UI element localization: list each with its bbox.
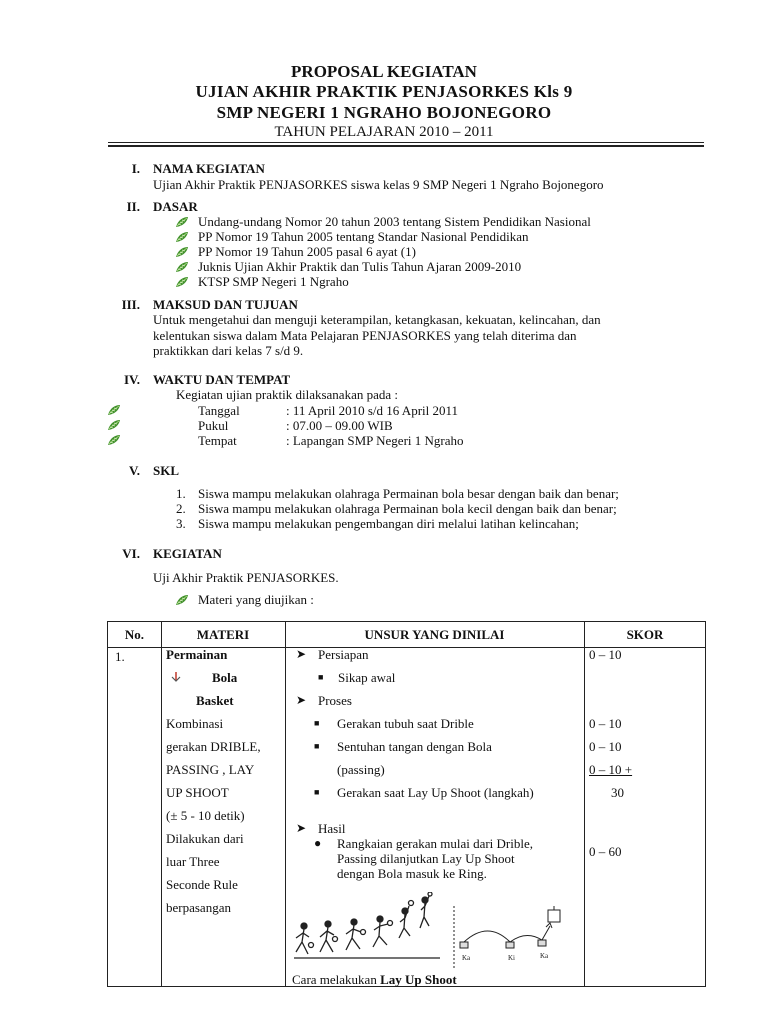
table-header-no: No. — [124, 627, 145, 642]
section-6-number: VI. — [122, 546, 140, 561]
materi-desc-line: PASSING , LAY — [166, 762, 255, 777]
figure-caption-prefix: Cara melakukan — [292, 972, 381, 987]
skor-value: 0 – 10 — [589, 716, 622, 731]
materi-title-line3: Basket — [196, 693, 234, 708]
materi-title-line1: Permainan — [166, 647, 228, 662]
waktu-intro: Kegiatan ujian praktik dilaksanakan pada : — [176, 387, 399, 402]
maksud-line: praktikkan dari kelas 7 s/d 9. — [153, 343, 304, 358]
round-bullet-icon: ● — [314, 836, 322, 850]
skor-value: 0 – 10 + — [589, 762, 633, 777]
layup-footwork-diagram — [448, 902, 574, 972]
doc-subtitle: UJIAN AKHIR PRAKTIK PENJASORKES Kls 9 — [195, 82, 573, 101]
unsur-proses-item: Gerakan tubuh saat Drible — [337, 716, 474, 731]
section-2-title: DASAR — [153, 199, 198, 214]
skl-number: 2. — [176, 501, 186, 516]
kegiatan-text: Uji Akhir Praktik PENJASORKES. — [153, 570, 339, 585]
unsur-proses-item-cont: (passing) — [337, 762, 385, 777]
figure-caption — [292, 972, 457, 987]
skor-subtotal: 30 — [611, 785, 624, 800]
skl-number: 3. — [176, 516, 186, 531]
square-bullet-icon: ■ — [318, 672, 324, 682]
skl-item: Siswa mampu melakukan pengembangan diri melalui latihan kelincahan; — [198, 516, 579, 531]
table-col-divider — [285, 622, 286, 986]
arrow-bullet-icon — [170, 672, 182, 682]
section-5-title: SKL — [153, 463, 180, 478]
unsur-proses: Proses — [318, 693, 352, 708]
academic-year: TAHUN PELAJARAN 2010 – 2011 — [274, 124, 494, 140]
waktu-value: : 11 April 2010 s/d 16 April 2011 — [286, 403, 459, 418]
footwork-label-ka: Ka — [540, 952, 549, 960]
unsur-proses-item: Gerakan saat Lay Up Shoot (langkah) — [337, 785, 534, 800]
assessment-table — [107, 621, 706, 987]
leaf-bullet-icon — [175, 276, 189, 288]
unsur-sikap-awal: Sikap awal — [338, 670, 396, 685]
table-header-skor: SKOR — [626, 627, 664, 642]
dasar-item: PP Nomor 19 Tahun 2005 tentang Standar Nasional Pendidikan — [198, 229, 529, 244]
leaf-bullet-icon — [175, 216, 189, 228]
doc-title: PROPOSAL KEGIATAN — [291, 62, 477, 81]
materi-desc-line: gerakan DRIBLE, — [166, 739, 261, 754]
footwork-label-ka: Ka — [462, 954, 471, 962]
leaf-bullet-icon — [175, 261, 189, 273]
unsur-hasil-line: Passing dilanjutkan Lay Up Shoot — [337, 851, 515, 866]
leaf-bullet-icon — [107, 434, 121, 446]
leaf-bullet-icon — [175, 246, 189, 258]
skor-value: 0 – 10 — [589, 739, 622, 754]
section-4-number: IV. — [123, 372, 140, 387]
square-bullet-icon: ■ — [314, 718, 320, 728]
unsur-proses-item: Sentuhan tangan dengan Bola — [337, 739, 492, 754]
materi-desc-line: Dilakukan dari — [166, 831, 244, 846]
waktu-label: Tanggal — [198, 403, 240, 418]
section-3-number: III. — [121, 297, 140, 312]
figure-caption-bold: Lay Up Shoot — [380, 972, 457, 987]
row-number: 1. — [115, 649, 125, 664]
unsur-persiapan: Persiapan — [318, 647, 369, 662]
table-col-divider — [161, 622, 162, 986]
table-header-unsur: UNSUR YANG DINILAI — [364, 627, 505, 642]
skl-number: 1. — [176, 486, 186, 501]
section-6-title: KEGIATAN — [153, 546, 222, 561]
section-1-title: NAMA KEGIATAN — [153, 161, 265, 176]
materi-desc-line: berpasangan — [166, 900, 231, 915]
skor-value: 0 – 60 — [589, 844, 622, 859]
leaf-bullet-icon — [107, 404, 121, 416]
dasar-item: Juknis Ujian Akhir Praktik dan Tulis Tahun Ajaran 2009-2010 — [198, 259, 522, 274]
dasar-item: PP Nomor 19 Tahun 2005 pasal 6 ayat (1) — [198, 244, 416, 259]
header-rule-thin — [108, 142, 704, 143]
unsur-hasil-line: Rangkaian gerakan mulai dari Drible, — [337, 836, 534, 851]
section-5-number: V. — [129, 463, 140, 478]
arrowhead-bullet-icon: ➤ — [296, 647, 307, 661]
table-header-materi: MATERI — [196, 627, 250, 642]
maksud-line: kelentukan siswa dalam Mata Pelajaran PENJASORKES yang telah diterima dan — [153, 328, 577, 343]
waktu-label: Tempat — [198, 433, 237, 448]
leaf-bullet-icon — [175, 231, 189, 243]
section-1-text: Ujian Akhir Praktik PENJASORKES siswa kelas 9 SMP Negeri 1 Ngraho Bojonegoro — [153, 177, 604, 192]
layup-players-illustration — [292, 892, 442, 964]
unsur-hasil-line: dengan Bola masuk ke Ring. — [337, 866, 487, 881]
arrowhead-bullet-icon: ➤ — [296, 693, 307, 707]
section-1-number: I. — [131, 161, 140, 176]
header-rule-thick — [108, 145, 704, 147]
skl-item: Siswa mampu melakukan olahraga Permainan bola besar dengan baik dan benar; — [198, 486, 619, 501]
school-name: SMP NEGERI 1 NGRAHO BOJONEGORO — [216, 103, 552, 122]
materi-desc-line: Seconde Rule — [166, 877, 238, 892]
leaf-bullet-icon — [107, 419, 121, 431]
materi-desc-line: luar Three — [166, 854, 220, 869]
section-2-number: II. — [126, 199, 140, 214]
materi-bullet: Materi yang diujikan : — [198, 592, 314, 607]
dasar-item: Undang-undang Nomor 20 tahun 2003 tentang Sistem Pendidikan Nasional — [198, 214, 591, 229]
table-col-divider — [584, 622, 585, 986]
section-4-title: WAKTU DAN TEMPAT — [153, 372, 291, 387]
materi-desc-line: Kombinasi — [166, 716, 224, 731]
maksud-line: Untuk mengetahui dan menguji keterampilan, ketangkasan, kekuatan, kelincahan, dan — [153, 312, 601, 327]
materi-desc-line: (± 5 - 10 detik) — [166, 808, 245, 823]
dasar-item: KTSP SMP Negeri 1 Ngraho — [198, 274, 349, 289]
waktu-label: Pukul — [198, 418, 229, 433]
materi-desc-line: UP SHOOT — [166, 785, 229, 800]
unsur-hasil: Hasil — [318, 821, 346, 836]
skor-value: 0 – 10 — [589, 647, 622, 662]
square-bullet-icon: ■ — [314, 787, 320, 797]
arrowhead-bullet-icon: ➤ — [296, 821, 307, 835]
section-3-title: MAKSUD DAN TUJUAN — [153, 297, 298, 312]
leaf-bullet-icon — [175, 594, 189, 606]
materi-title-line2: Bola — [212, 670, 238, 685]
footwork-label-ki: Ki — [508, 954, 515, 962]
square-bullet-icon: ■ — [314, 741, 320, 751]
waktu-value: : Lapangan SMP Negeri 1 Ngraho — [286, 433, 464, 448]
waktu-value: : 07.00 – 09.00 WIB — [286, 418, 393, 433]
skl-item: Siswa mampu melakukan olahraga Permainan bola kecil dengan baik dan benar; — [198, 501, 617, 516]
